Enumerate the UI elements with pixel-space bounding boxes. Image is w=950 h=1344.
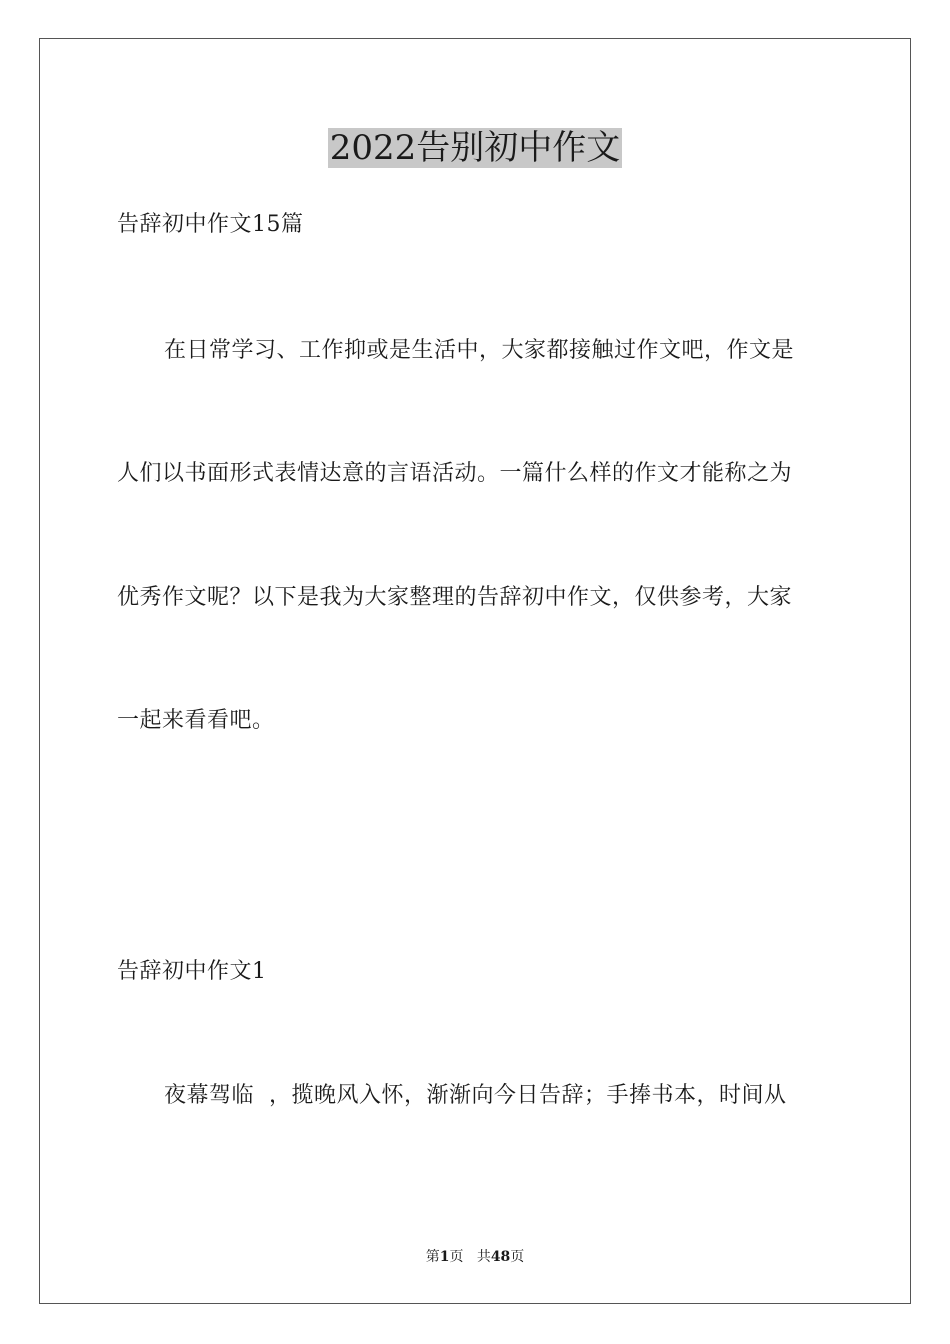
intro-line-2: 人们以书面形式表情达意的言语活动。一篇什么样的作文才能称之为 [117, 461, 793, 486]
document-title [0, 124, 950, 172]
page-footer [0, 1247, 950, 1267]
footer-page-suffix: 页 [449, 1249, 464, 1265]
document-subtitle: 告辞初中作文15篇 [117, 212, 304, 237]
footer-total-suffix: 页 [510, 1249, 525, 1265]
section-heading: 告辞初中作文1 [117, 959, 267, 984]
footer-total-pages: 48 [490, 1249, 511, 1265]
body-line-1: 夜幕驾临 ，揽晚风入怀，渐渐向今日告辞；手捧书本，时间从 [164, 1083, 787, 1108]
intro-line-3: 优秀作文呢？以下是我为大家整理的告辞初中作文，仅供参考，大家 [117, 585, 793, 610]
intro-line-4: 一起来看看吧。 [117, 708, 275, 733]
intro-line-1: 在日常学习、工作抑或是生活中，大家都接触过作文吧，作文是 [164, 338, 795, 363]
footer-page-number: 1 [439, 1249, 450, 1265]
footer-total-prefix: 共 [476, 1249, 491, 1265]
document-title-text: 2022告别初中作文 [329, 128, 621, 168]
footer-page-prefix: 第 [425, 1249, 440, 1265]
